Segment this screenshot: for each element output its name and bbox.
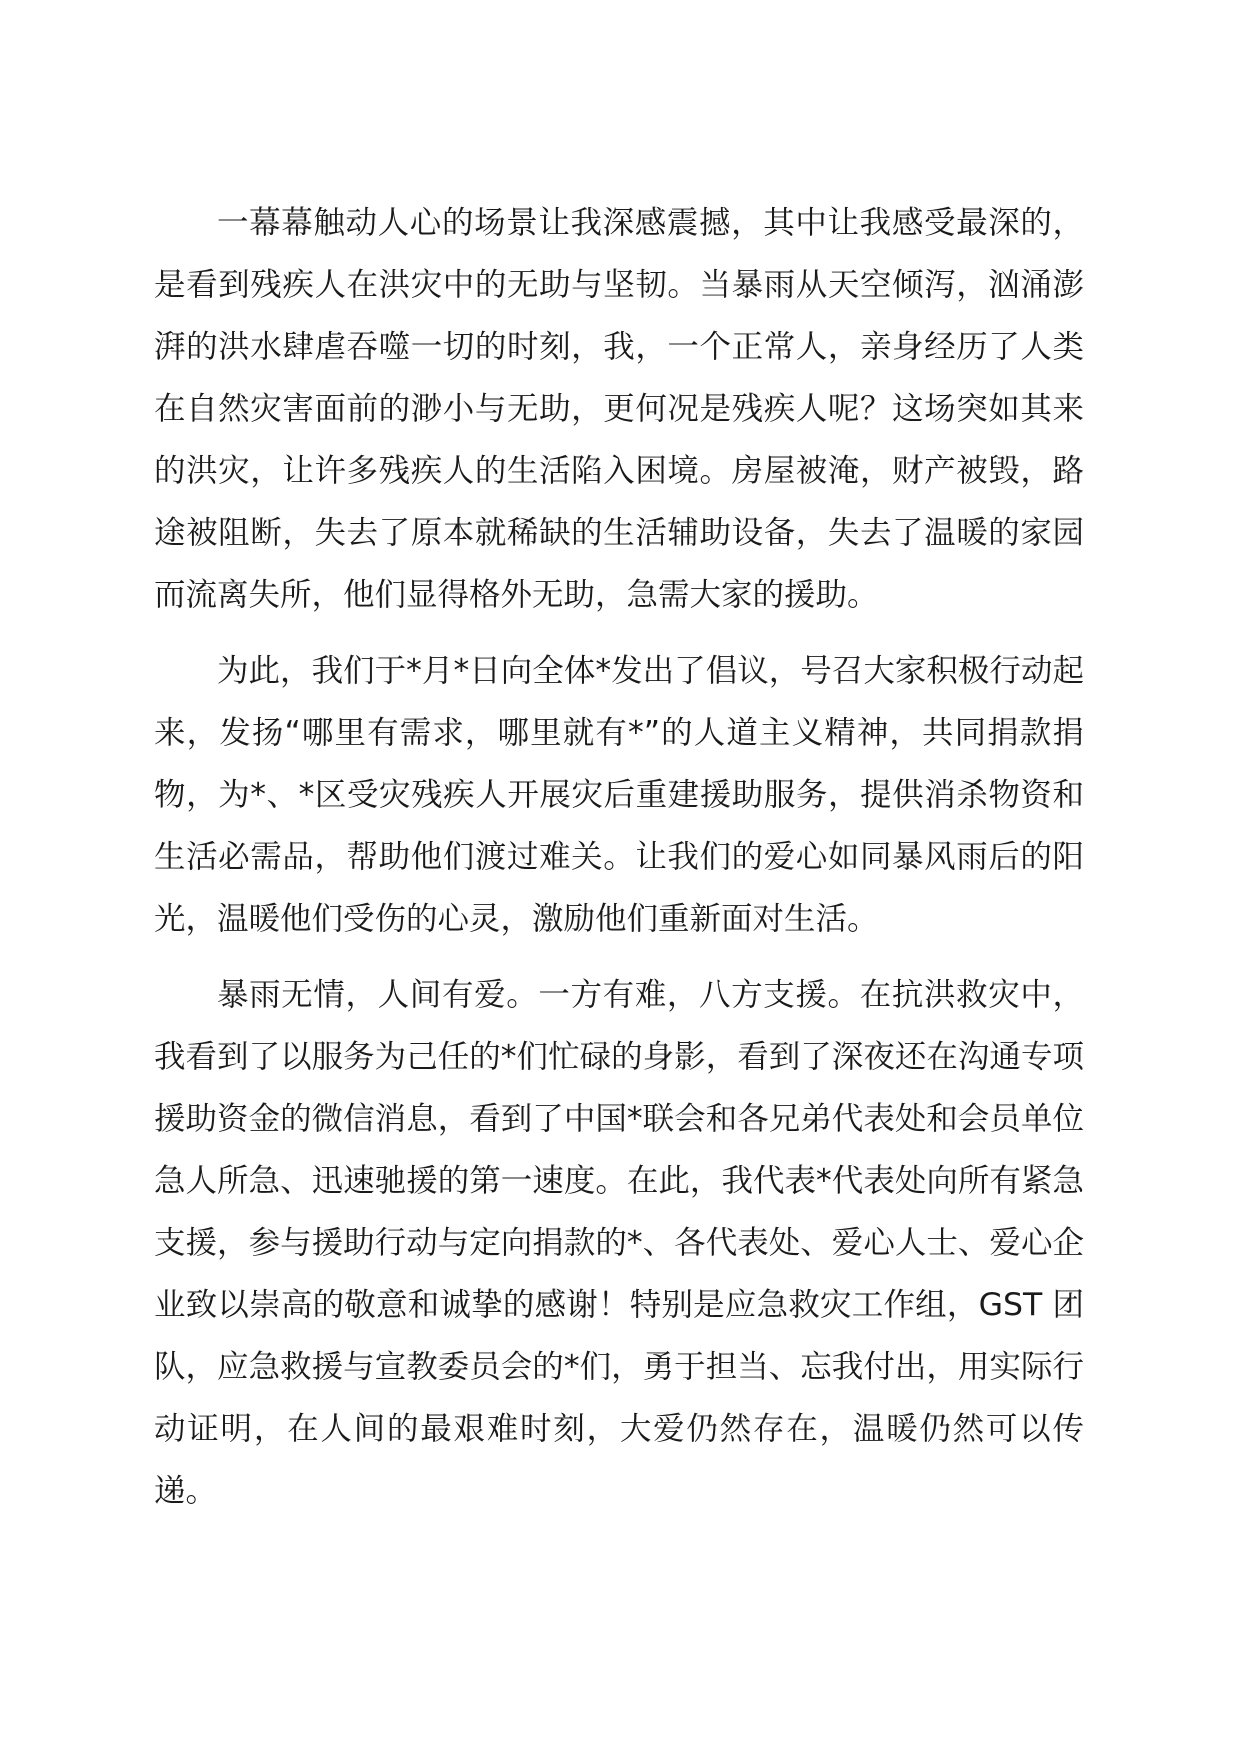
paragraph-1: 一幕幕触动人心的场景让我深感震撼，其中让我感受最深的，是看到残疾人在洪灾中的无助与坚韧。当暴雨从天空倾泻，汹涌澎湃的洪水肆虐吞噬一切的时刻，我，一个正常人，亲身经历了人类在自然灾害面前的渺小与无助，更何况是残疾人呢？这场突如其来的洪灾，让许多残疾人的生活陷入困境。房屋被淹，财产被毁，路途被阻断，失去了原本就稀缺的生活辅助设备，失去了温暖的家园而流离失所，他们显得格外无助，急需大家的援助。 <box>154 205 1084 613</box>
paragraph-2: 为此，我们于*月*日向全体*发出了倡议，号召大家积极行动起来，发扬“哪里有需求，哪里就有*”的人道主义精神，共同捐款捐物，为*、*区受灾残疾人开展灾后重建援助服务，提供消杀物资和生活必需品，帮助他们渡过难关。让我们的爱心如同暴风雨后的阳光，温暖他们受伤的心灵，激励他们重新面对生活。 <box>154 653 1084 937</box>
paragraph-3: 暴雨无情，人间有爱。一方有难，八方支援。在抗洪救灾中，我看到了以服务为己任的*们忙碌的身影，看到了深夜还在沟通专项援助资金的微信消息，看到了中国*联会和各兄弟代表处和会员单位急人所急、迅速驰援的第一速度。在此，我代表*代表处向所有紧急支援，参与援助行动与定向捐款的*、各代表处、爱心人士、爱心企业致以崇高的敬意和诚挚的感谢！特别是应急救灾工作组，GST 团队，应急救援与宣教委员会的*们，勇于担当、忘我付出，用实际行动证明，在人间的最艰难时刻，大爱仍然存在，温暖仍然可以传递。 <box>154 977 1084 1509</box>
document-body <box>154 192 1084 1536</box>
